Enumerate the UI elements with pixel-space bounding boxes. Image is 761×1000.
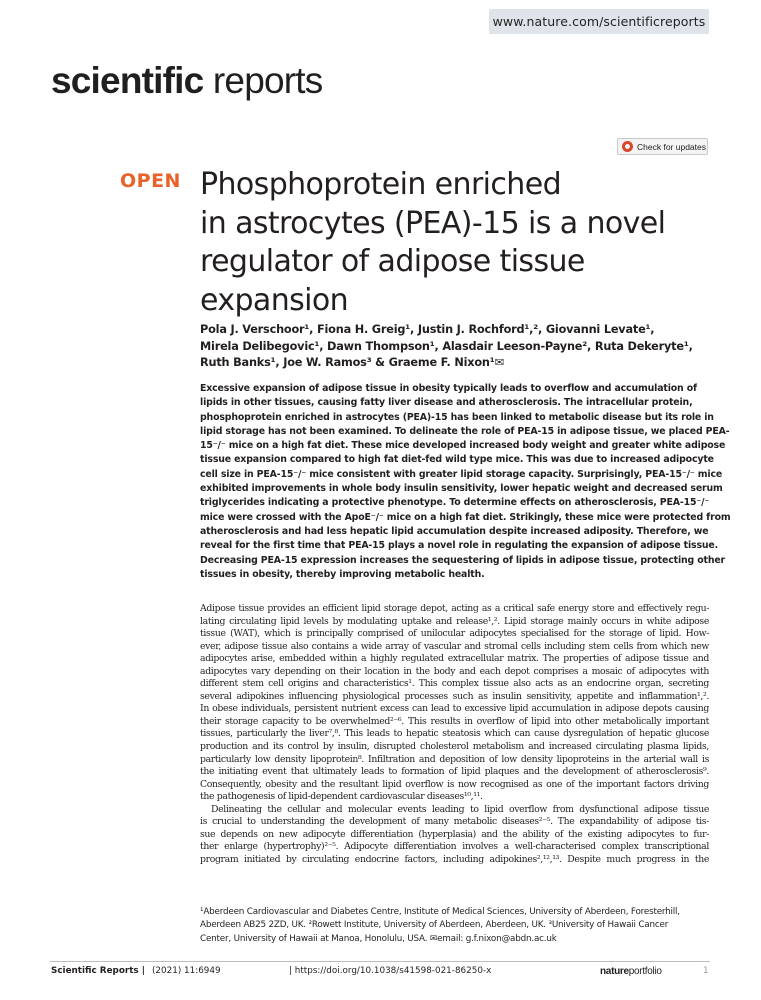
body-line: tissues, particularly the liver⁷,⁸. This leads to hepatic steatosis which can cause dysregulation of hepatic glucose (200, 728, 709, 740)
body-line: ther enlarge (hypertrophy)²⁻⁵. Adipocyte differentiation involves a well-characterised complex transcriptional (200, 841, 709, 853)
affiliation-line: ¹Aberdeen Cardiovascular and Diabetes Centre, Institute of Medical Sciences, University of Aberdeen, Foresterhill, (200, 907, 680, 917)
body-line: Delineating the cellular and molecular events leading to lipid overflow from dysfunctional adipose tissue (211, 803, 709, 815)
footer-journal: Scientific Reports | (51, 966, 145, 976)
title-line: regulator of adipose tissue (200, 244, 585, 279)
publisher-bold: nature (600, 966, 629, 977)
title-line: expansion (200, 282, 349, 318)
abstract-line: reveal for the first time that PEA-15 plays a novel role in regulating the expansion of adipose tissue. (200, 540, 719, 552)
footer-doi-link[interactable]: | https://doi.org/10.1038/s41598-021-86250-x (289, 966, 492, 976)
body-line: the initiating event that ultimately leads to formation of lipid plaques and the development of atherosclerosis⁹. (200, 766, 709, 778)
abstract-line: phosphoprotein enriched in astrocytes (PEA)-15 has been linked to metabolic disease but its role in (200, 411, 714, 423)
brand-bold: scientific (51, 60, 204, 101)
check-for-updates-button[interactable] (617, 138, 708, 155)
body-line: sue depends on new adipocyte differentiation (hyperplasia) and the ability of the existing adipocytes to fur- (200, 828, 709, 840)
body-line: production and its control by insulin, disrupted cholesterol metabolism and increased circulating plasma lipids, (200, 741, 709, 753)
body-line: tissue (WAT), which is principally comprised of unilocular adipocytes specialised for the storage of lipid. How- (200, 628, 709, 640)
author-line: Ruth Banks¹, Joe W. Ramos³ & Graeme F. Nixon¹✉ (200, 356, 504, 369)
author-list (200, 322, 720, 372)
publisher-logo (600, 966, 662, 977)
author-line: Pola J. Verschoor¹, Fiona H. Greig¹, Justin J. Rochford¹,², Giovanni Levate¹, (200, 323, 655, 336)
journal-url[interactable]: www.nature.com/scientificreports (492, 14, 706, 29)
crossmark-icon (622, 141, 633, 152)
abstract (200, 382, 731, 582)
abstract-line: Excessive expansion of adipose tissue in obesity typically leads to overflow and accumulation of (200, 383, 697, 394)
body-line: ever, adipose tissue also contains a wide array of vascular and stromal cells including stem cells from which new (200, 640, 709, 652)
abstract-line: lipid storage has not been examined. To delineate the role of PEA-15 in adipose tissue, we placed PEA- (200, 425, 730, 437)
abstract-line: exhibited improvements in whole body insulin sensitivity, lower hepatic weight and decreased serum (200, 483, 723, 495)
body-line: the pathogenesis of lipid-dependent cardiovascular diseases¹⁰,¹¹. (200, 791, 483, 803)
body-line: lating circulating lipid levels by modulating uptake and release¹,². Lipid storage mainly occurs in white adipose (200, 615, 709, 627)
body-line: Adipose tissue provides an efficient lipid storage depot, acting as a critical safe energy store and effectively regu- (200, 603, 709, 614)
body-line: Consequently, obesity and the resultant lipid overflow is now recognised as one of the important factors driving (200, 778, 709, 790)
page-number: 1 (703, 966, 709, 976)
publisher-light: portfolio (628, 966, 662, 977)
abstract-line: triglycerides indicating a protective phenotype. To determine effects on atherosclerosis, PEA-15⁻/⁻ (200, 497, 710, 509)
body-line: adipocytes arise, embedded within a highly regulated extracellular matrix. The properties of adipose tissue and (200, 653, 709, 665)
body-line: particularly low density lipoprotein⁸. Infiltration and deposition of low density lipoproteins in the arterial wall is (200, 753, 709, 765)
abstract-line: cell size in PEA-15⁻/⁻ mice consistent with greater lipid storage capacity. Surprisingly, PEA-15⁻/⁻ mice (200, 468, 723, 480)
footer-volume: (2021) 11:6949 (152, 966, 221, 976)
body-line: is crucial to understanding the development of many metabolic diseases²⁻⁵. The expandability of adipose tis- (200, 816, 709, 828)
body-line: In obese individuals, persistent nutrient excess can lead to excessive lipid accumulation in adipose depots causing (200, 703, 709, 715)
check-for-updates-label: Check for updates (637, 141, 706, 152)
journal-brand (51, 62, 322, 99)
affiliation-line: Center, University of Hawaii at Manoa, Honolulu, USA. ✉email: g.f.nixon@abdn.ac.uk (200, 933, 557, 944)
abstract-line: 15⁻/⁻ mice on a high fat diet. These mice developed increased body weight and greater white adipose (200, 440, 726, 452)
body-line: adipocytes vary depending on their location in the body and each depot comprises a mosaic of adipocytes with (200, 665, 709, 677)
brand-light: reports (212, 60, 323, 101)
abstract-line: mice were crossed with the ApoE⁻/⁻ mice on a high fat diet. Strikingly, these mice were protected from (200, 511, 731, 523)
abstract-line: Decreasing PEA-15 expression increases the sequestering of lipids in adipose tissue, protecting other (200, 554, 726, 566)
body-line: their storage capacity to be overwhelmed²⁻⁶. This results in overflow of lipid into other metabolically important (200, 715, 709, 727)
body-line: different stem cell origins and characteristics¹. This complex tissue also acts as an endocrine organ, secreting (200, 678, 709, 690)
abstract-line: tissues in obesity, thereby improving metabolic health. (200, 568, 485, 580)
body-line: several adipokines influencing physiological processes such as insulin sensitivity, appetite and inflammation¹,². (200, 690, 709, 702)
abstract-line: lipids in other tissues, causing fatty liver disease and atherosclerosis. The intracellular protein, (200, 397, 693, 409)
abstract-line: tissue expansion compared to high fat diet-fed wild type mice. This was due to increased adipocyte (200, 454, 714, 466)
affiliations (200, 906, 712, 946)
journal-url-banner[interactable] (489, 9, 709, 34)
body-line: program initiated by circulating endocrine factors, including adipokines²,¹²,¹³. Despite much progress in the (200, 853, 709, 865)
article-title (200, 166, 700, 320)
author-line: Mirela Delibegovic¹, Dawn Thompson¹, Alasdair Leeson-Payne², Ruta Dekeryte¹, (200, 339, 693, 353)
open-access-label: OPEN (120, 170, 181, 192)
title-line: Phosphoprotein enriched (200, 167, 562, 202)
body-text (200, 603, 709, 866)
footer-divider (50, 961, 710, 962)
affiliation-line: Aberdeen AB25 2ZD, UK. ²Rowett Institute, University of Aberdeen, Aberdeen, UK. ³University of Hawaii Cancer (200, 920, 669, 931)
abstract-line: atherosclerosis and had less hepatic lipid accumulation despite increased adiposity. Therefore, we (200, 525, 709, 537)
title-line: in astrocytes (PEA)-15 is a novel (200, 205, 666, 241)
